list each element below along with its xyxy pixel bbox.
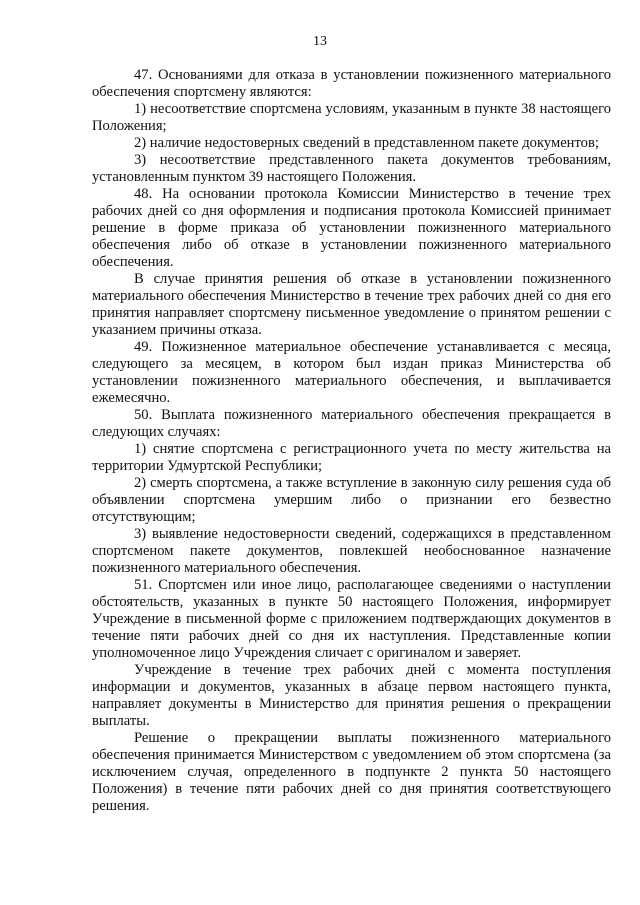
paragraph-48-refusal: В случае принятия решения об отказе в установлении пожизненного материального обеспечения Министерство в течение трех рабочих дней со дня его принятия направляет спортсмену письменное уведомление о принятом решении с указанием причины отказа. (92, 271, 611, 338)
list-item-47-2: 2) наличие недостоверных сведений в представленном пакете документов; (134, 135, 599, 151)
list-item-47-3: 3) несоответствие представленного пакета документов требованиям, установленным пунктом 39 настоящего Положения. (92, 152, 611, 185)
paragraph-51-decision: Решение о прекращении выплаты пожизненного материального обеспечения принимается Министерством с уведомлением об этом спортсмена (за исключением случая, определенного в подпункте 2 пункта 50 настоящего Положения) в течение пяти рабочих дней со дня принятия соответствующего решения. (92, 730, 611, 814)
page-number: 13 (313, 34, 327, 49)
paragraph-50: 50. Выплата пожизненного материального обеспечения прекращается в следующих случаях: (92, 407, 611, 440)
paragraph-47: 47. Основаниями для отказа в установлении пожизненного материального обеспечения спортсмену являются: (92, 67, 611, 100)
paragraph-51-institution: Учреждение в течение трех рабочих дней с момента поступления информации и документов, указанных в абзаце первом настоящего пункта, направляет документы в Министерство для принятия решения о прекращении выплаты. (92, 662, 611, 729)
list-item-50-2: 2) смерть спортсмена, а также вступление в законную силу решения суда об объявлении спортсмена умершим либо о признании его безвестно отсутствующим; (92, 475, 611, 525)
document-body (92, 67, 611, 815)
paragraph-49: 49. Пожизненное материальное обеспечение устанавливается с месяца, следующего за месяцем, в котором был издан приказ Министерства об установлении пожизненного материального обеспечения, и выплачивается ежемесячно. (92, 339, 611, 406)
paragraph-51: 51. Спортсмен или иное лицо, располагающее сведениями о наступлении обстоятельств, указанных в пункте 50 настоящего Положения, информирует Учреждение в письменной форме с приложением подтверждающих документов в течение пяти рабочих дней со дня их наступления. Представленные копии уполномоченное лицо Учреждения сличает с оригиналом и заверяет. (92, 577, 611, 661)
list-item-47-1: 1) несоответствие спортсмена условиям, указанным в пункте 38 настоящего Положения; (92, 101, 611, 134)
list-item-50-1: 1) снятие спортсмена с регистрационного учета по месту жительства на территории Удмуртской Республики; (92, 441, 611, 474)
list-item-50-3: 3) выявление недостоверности сведений, содержащихся в представленном спортсменом пакете документов, повлекшей необоснованное назначение пожизненного материального обеспечения. (92, 526, 611, 576)
paragraph-48: 48. На основании протокола Комиссии Министерство в течение трех рабочих дней со дня оформления и подписания протокола Комиссией принимает решение в форме приказа об установлении пожизненного материального обеспечения либо об отказе в установлении пожизненного материального обеспечения. (92, 186, 611, 270)
